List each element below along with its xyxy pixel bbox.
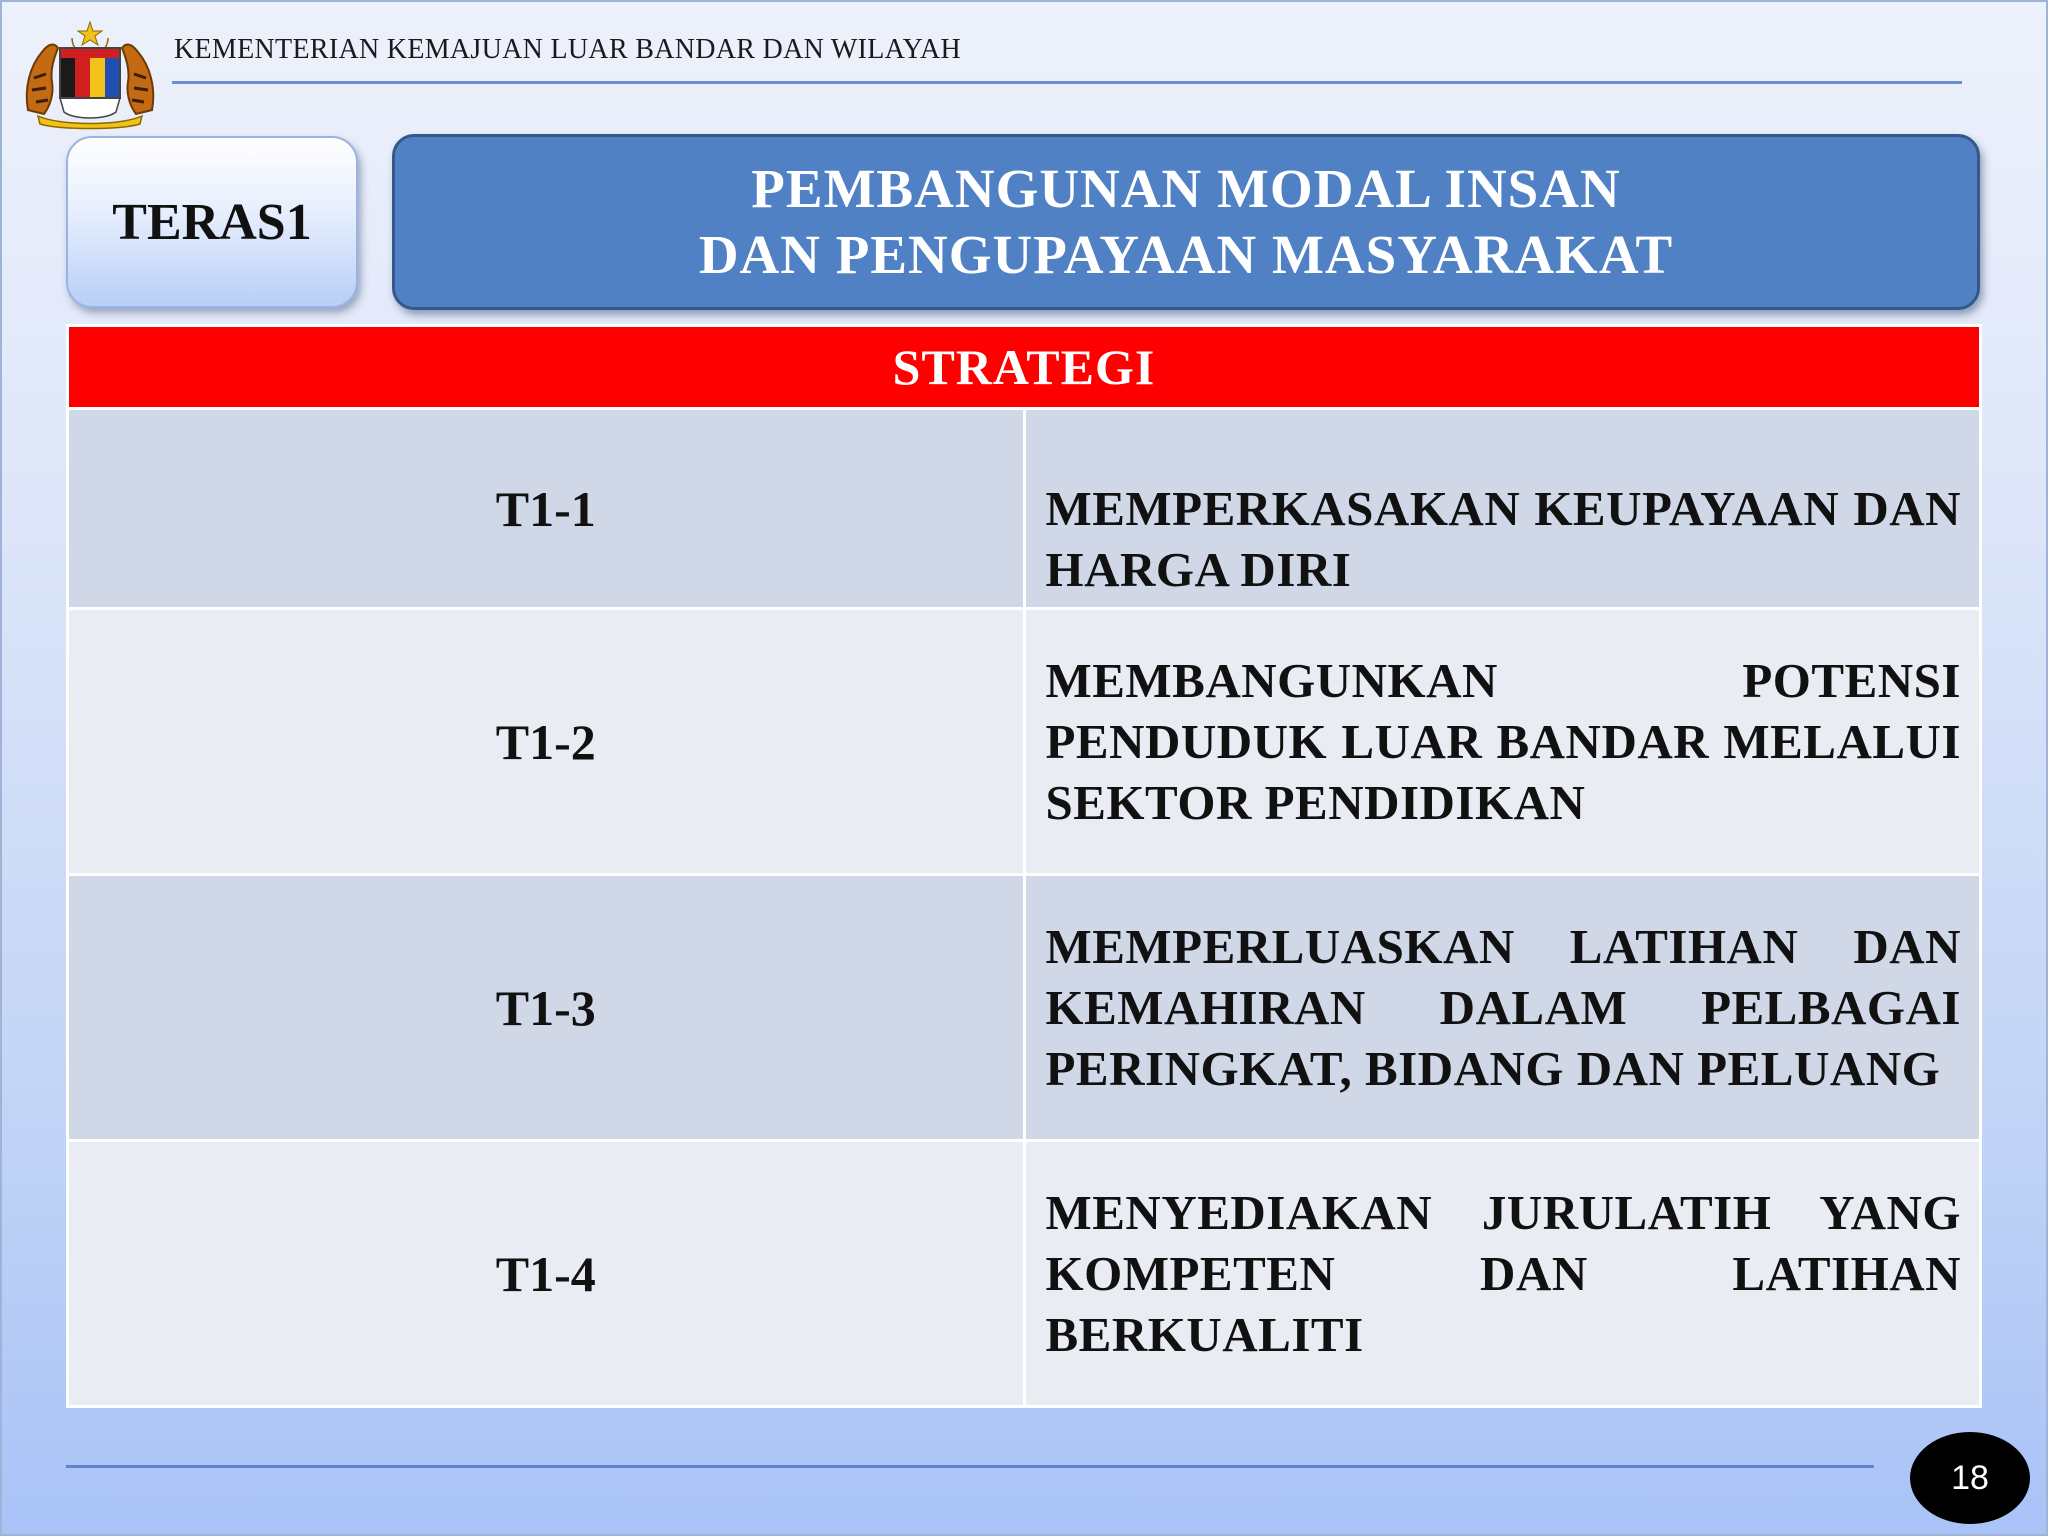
coat-of-arms-icon	[20, 18, 160, 130]
title-line-1: PEMBANGUNAN MODAL INSAN	[751, 158, 1621, 219]
strategy-code: T1-2	[68, 609, 1025, 875]
strategy-text: MEMBANGUNKAN POTENSI PENDUDUK LUAR BANDAR MELALUI SEKTOR PENDIDIKAN	[1024, 609, 1981, 875]
strategy-header: STRATEGI	[68, 326, 1981, 409]
table-row	[68, 409, 1981, 609]
page-number: 18	[1951, 1458, 1989, 1497]
strategy-code: T1-3	[68, 875, 1025, 1141]
strategy-code: T1-1	[68, 409, 1025, 609]
strategy-text: MEMPERKASAKAN KEUPAYAAN DAN HARGA DIRI	[1024, 409, 1981, 609]
strategy-code: T1-4	[68, 1141, 1025, 1407]
title-line-2: DAN PENGUPAYAAN MASYARAKAT	[698, 224, 1674, 285]
table-row	[68, 875, 1981, 1141]
ministry-name: KEMENTERIAN KEMAJUAN LUAR BANDAR DAN WILAYAH	[174, 34, 962, 65]
table-row	[68, 609, 1981, 875]
teras-box	[66, 136, 358, 308]
table-row	[68, 1141, 1981, 1407]
strategy-text: MEMPERLUASKAN LATIHAN DAN KEMAHIRAN DALAM PELBAGAI PERINGKAT, BIDANG DAN PELUANG	[1024, 875, 1981, 1141]
strategy-table	[66, 324, 1982, 1408]
footer-divider	[66, 1465, 1874, 1468]
title-box	[392, 134, 1980, 310]
strategy-text: MENYEDIAKAN JURULATIH YANG KOMPETEN DAN LATIHAN BERKUALITI	[1024, 1141, 1981, 1407]
page-number-badge	[1910, 1432, 2030, 1524]
teras-label: TERAS1	[112, 193, 312, 251]
header-divider	[172, 81, 1962, 84]
